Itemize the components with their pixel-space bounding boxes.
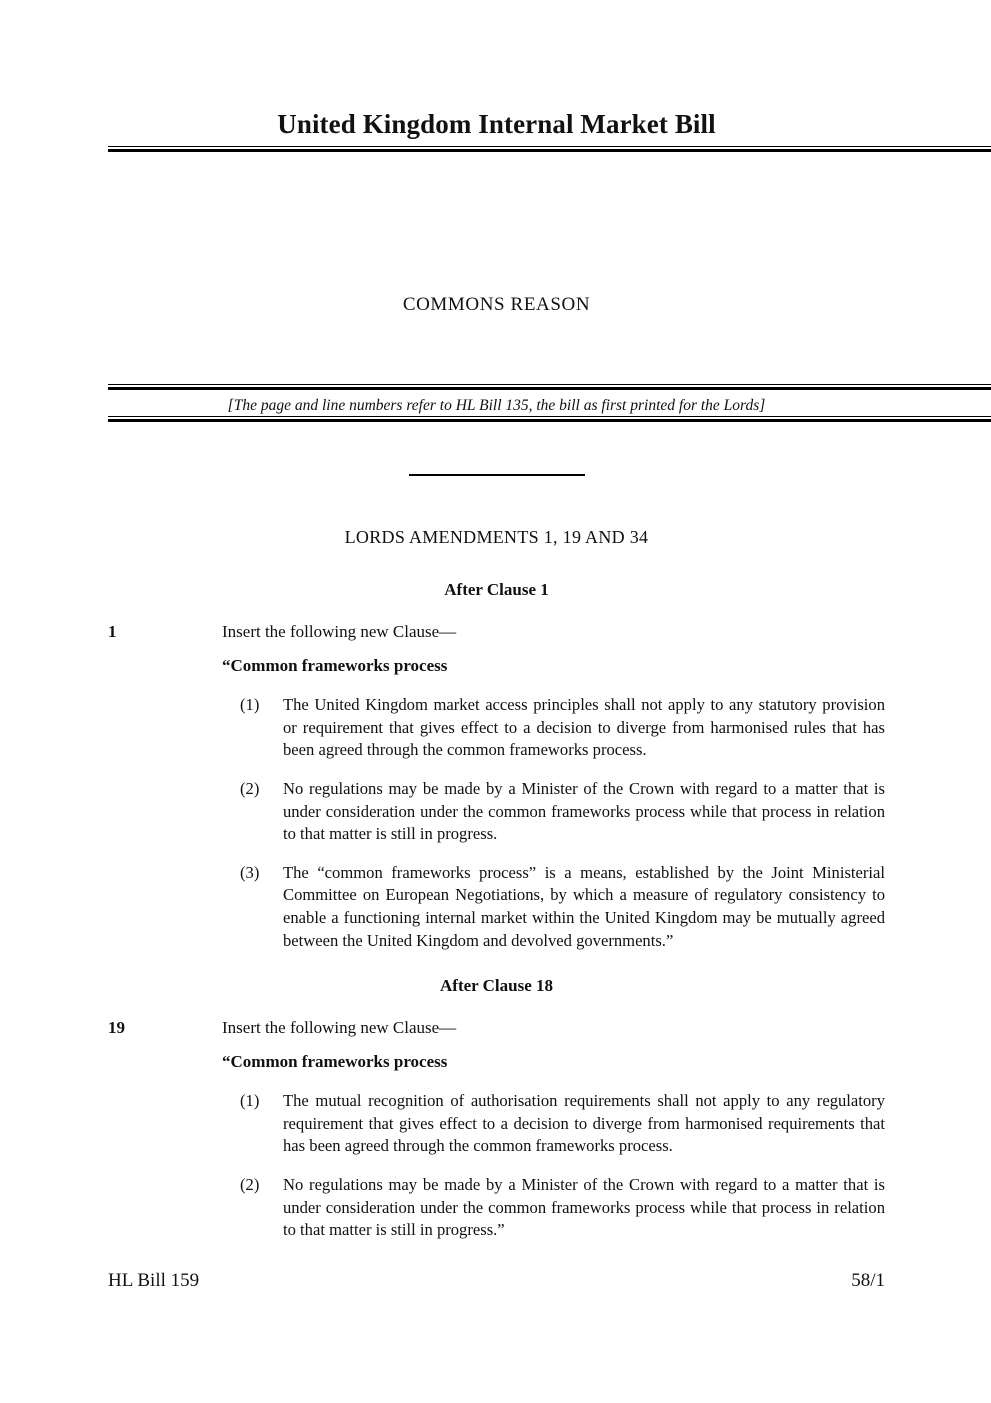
new-clause-title: “Common frameworks process [222,656,448,675]
sub-paragraph-number: (3) [240,862,260,882]
sub-paragraph [222,778,885,846]
sub-paragraph-number: (1) [240,695,260,714]
sub-paragraph [222,1090,885,1158]
title-block [108,108,885,140]
sub-paragraph-number: (2) [240,778,260,798]
commons-reason-block [108,294,885,316]
reference-note-block [108,397,885,415]
divider-rule [409,474,585,476]
section-label: COMMONS REASON [402,294,591,315]
amendment-number: 19 [108,1018,125,1037]
section-after-clause-18 [108,976,885,1242]
refnote-rule-top [108,384,991,390]
amendment-number: 1 [108,622,117,641]
clause-heading: After Clause 1 [444,580,549,599]
section-after-clause-1 [108,580,885,952]
rule-thick [108,149,991,152]
amendment-row [108,1018,885,1040]
bill-number: HL Bill 159 [108,1270,200,1291]
reference-note: [The page and line numbers refer to HL Bill 135, the bill as first printed for the Lords] [227,397,766,414]
sub-paragraph-number: (1) [240,1091,260,1110]
clause-heading: After Clause 18 [440,976,553,995]
sub-paragraph [222,694,885,762]
new-clause-title: “Common frameworks process [222,1052,448,1071]
title-rule [108,146,991,152]
amendments-heading: LORDS AMENDMENTS 1, 19 AND 34 [344,527,649,547]
sub-paragraph [222,862,885,953]
sub-paragraph [222,1174,885,1242]
section-divider [108,474,885,476]
rule-thick [108,387,991,390]
page-number: 58/1 [851,1270,885,1291]
sub-paragraph-text: The mutual recognition of authorisation requirements shall not apply to any regulatory requirement that gives effect to a decision to diverge from harmonised requirements that has been agreed through the common frameworks process. [283,1091,885,1156]
sub-paragraph-number: (2) [240,1174,260,1194]
page-title: United Kingdom Internal Market Bill [277,109,716,139]
amendment-instruction: Insert the following new Clause— [222,1018,457,1037]
sub-paragraph-text: The United Kingdom market access principles shall not apply to any statutory provision or requirement that gives effect to a decision to diverge from harmonised rules that has been agreed through the common frameworks process. [283,695,885,760]
sub-paragraph-text: The “common frameworks process” is a means, established by the Joint Ministerial Committee on European Negotiations, by which a measure of regulatory consistency to enable a functioning internal market within the United Kingdom may be mutually agreed between the United Kingdom and devolved governments.” [283,862,885,950]
page-footer [108,1270,885,1292]
amendment-instruction: Insert the following new Clause— [222,622,457,641]
amendments-heading-block [108,527,885,548]
refnote-rule-bottom [108,416,991,422]
amendment-row [108,622,885,644]
sub-paragraph-text: No regulations may be made by a Minister of the Crown with regard to a matter that is under consideration under the common frameworks process while that process in relation to that matter is still in progress. [283,778,885,844]
sub-paragraph-text: No regulations may be made by a Minister of the Crown with regard to a matter that is under consideration under the common frameworks process while that process in relation to that matter is still in progress.” [283,1174,885,1240]
rule-thick [108,419,991,422]
